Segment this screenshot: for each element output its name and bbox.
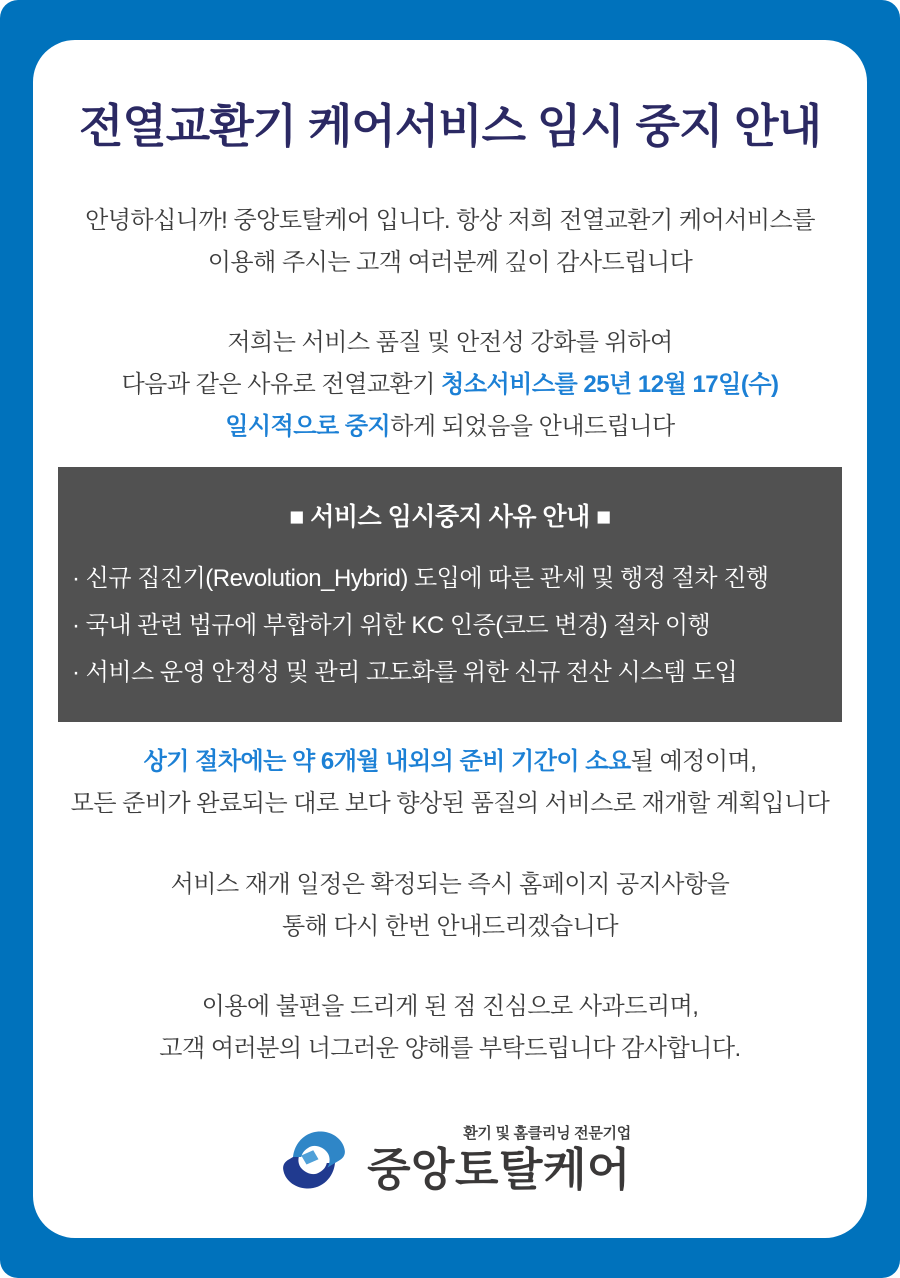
suspension-line-1: 저희는 서비스 품질 및 안전성 강화를 위하여 — [227, 329, 673, 356]
reason-box — [58, 467, 842, 722]
logo-brand-name: 중앙토탈케어 — [367, 1143, 631, 1195]
reason-item-3: · 서비스 운영 안정성 및 관리 고도화를 위한 신규 전산 시스템 도입 — [72, 659, 738, 686]
resume-line-1: 서비스 재개 일정은 확정되는 즉시 홈페이지 공지사항을 — [170, 871, 730, 898]
suspension-line-2 — [33, 364, 867, 406]
notice-card — [33, 40, 867, 1238]
logo-swoosh-icon — [269, 1118, 359, 1196]
duration-highlight: 상기 절차에는 약 6개월 내외의 준비 기간이 소요 — [143, 748, 631, 775]
greeting-paragraph — [33, 200, 867, 284]
reason-item-1: · 신규 집진기(Revolution_Hybrid) 도입에 따른 관세 및 행정 절차 진행 — [72, 565, 769, 592]
resume-paragraph — [33, 864, 867, 948]
suspension-date-highlight: 청소서비스를 25년 12월 17일(수) — [441, 371, 779, 398]
greeting-line-1: 안녕하십니까! 중앙토탈케어 입니다. 항상 저희 전열교환기 케어서비스를 — [85, 207, 815, 234]
suspension-paragraph — [33, 322, 867, 448]
apology-line-2: 고객 여러분의 너그러운 양해를 부탁드립니다 감사합니다. — [159, 1035, 741, 1062]
notice-title: 전열교환기 케어서비스 임시 중지 안내 — [78, 100, 822, 152]
duration-line-1 — [33, 741, 867, 783]
suspension-line-2-text: 다음과 같은 사유로 전열교환기 — [121, 371, 442, 398]
suspension-line-3 — [33, 406, 867, 448]
suspension-line-3-text: 하게 되었음을 안내드립니다 — [390, 413, 675, 440]
logo-tagline: 환기 및 홈클리닝 전문기업 — [463, 1124, 631, 1142]
duration-line-2: 모든 준비가 완료되는 대로 보다 향상된 품질의 서비스로 재개할 계획입니다 — [70, 790, 830, 817]
apology-line-1: 이용에 불편을 드리게 된 점 진심으로 사과드리며, — [201, 993, 699, 1020]
duration-line-1-text: 될 예정이며, — [630, 748, 757, 775]
reason-box-heading: ■ 서비스 임시중지 사유 안내 ■ — [289, 503, 611, 531]
duration-paragraph — [33, 741, 867, 825]
logo-text-block — [367, 1122, 631, 1193]
greeting-line-2: 이용해 주시는 고객 여러분께 깊이 감사드립니다 — [207, 249, 693, 276]
apology-paragraph — [33, 986, 867, 1070]
company-logo — [33, 1118, 867, 1196]
resume-line-2: 통해 다시 한번 안내드리겠습니다 — [281, 913, 619, 940]
temporary-stop-highlight: 일시적으로 중지 — [225, 413, 391, 440]
reason-item-2: · 국내 관련 법규에 부합하기 위한 KC 인증(코드 변경) 절차 이행 — [72, 612, 711, 639]
